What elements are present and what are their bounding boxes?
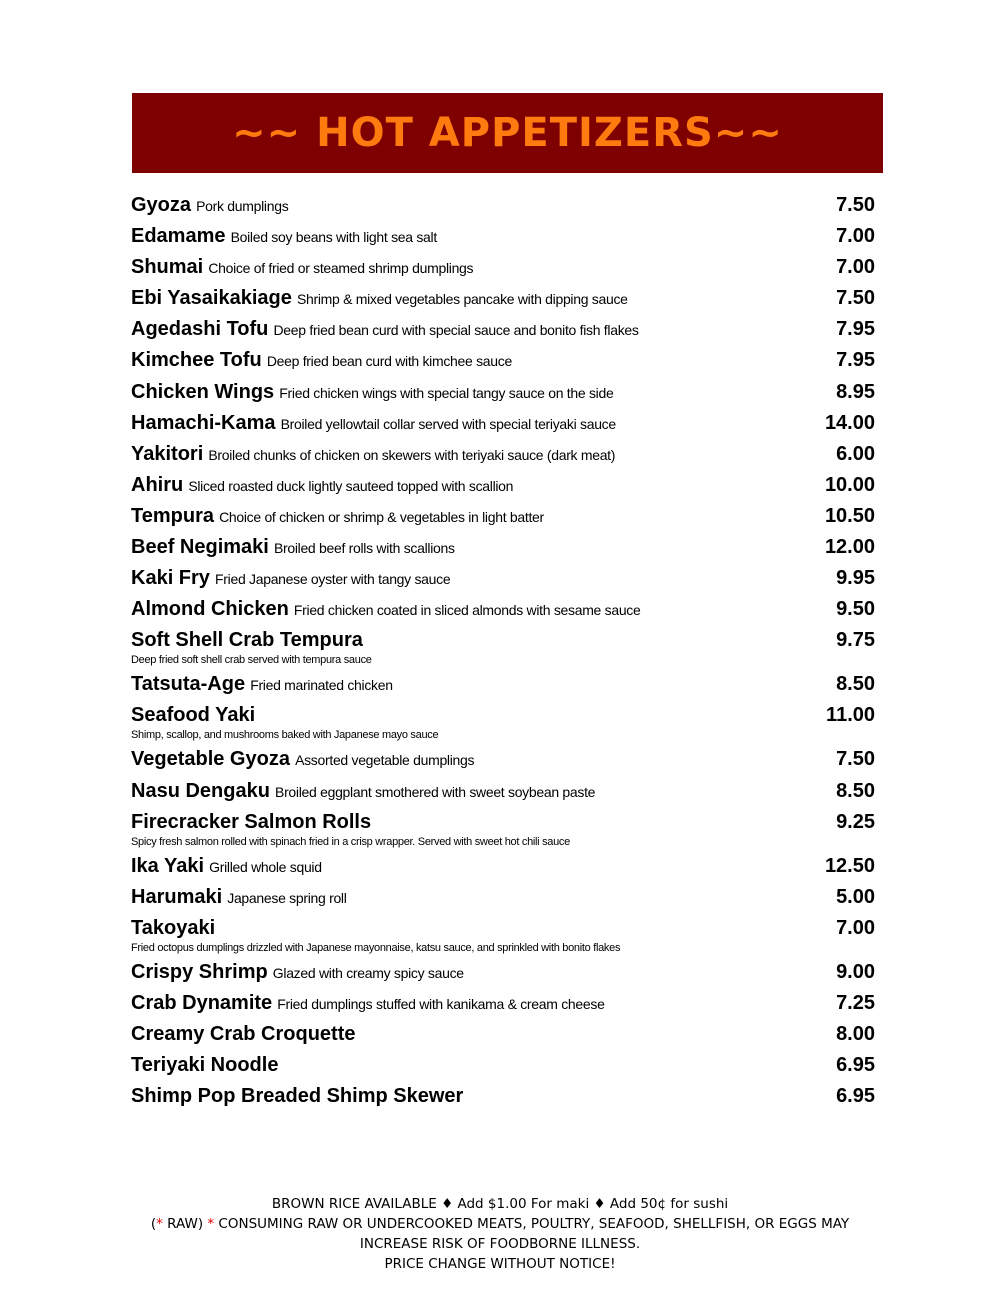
- item-description: Sliced roasted duck lightly sauteed topped with scallion: [188, 477, 514, 494]
- menu-item: [131, 1022, 875, 1053]
- item-name: Crab Dynamite: [131, 991, 273, 1014]
- menu-item: [131, 960, 875, 991]
- item-name: Nasu Dengaku: [131, 779, 270, 802]
- item-description: Fried marinated chicken: [250, 677, 393, 694]
- item-description: Deep fried soft shell crab served with tempura sauce: [131, 654, 372, 667]
- menu-item: [131, 628, 875, 672]
- item-description: Pork dumplings: [196, 198, 289, 214]
- menu-item: [131, 916, 875, 960]
- menu-item-line: [131, 780, 785, 803]
- item-name: Tempura: [131, 504, 214, 527]
- menu-item: [131, 317, 875, 348]
- item-name: Ebi Yasaikakiage: [131, 287, 292, 310]
- menu-item: [131, 535, 875, 566]
- item-price: 9.00: [836, 960, 875, 983]
- menu-item: [131, 779, 875, 810]
- raw-open: (: [150, 1216, 157, 1232]
- item-name: Shumai: [131, 256, 204, 279]
- raw-star-1: *: [156, 1216, 163, 1232]
- menu-item-line: [131, 443, 785, 466]
- item-name: Teriyaki Noodle: [131, 1054, 279, 1077]
- menu-item: [131, 810, 875, 854]
- item-price: 8.95: [836, 380, 875, 403]
- item-description: Broiled beef rolls with scallions: [273, 540, 455, 557]
- section-banner: [132, 93, 883, 173]
- menu-item-line: [131, 1085, 785, 1108]
- item-name: Almond Chicken: [131, 598, 289, 621]
- menu-item-line: [131, 287, 785, 310]
- menu-item: [131, 442, 875, 473]
- menu-item: [131, 703, 875, 747]
- footer-raw-warning: [0, 1214, 1000, 1234]
- menu-item-line: [131, 256, 785, 279]
- menu-item: [131, 1053, 875, 1084]
- menu-item: [131, 1084, 875, 1115]
- item-name: Shimp Pop Breaded Shimp Skewer: [131, 1085, 464, 1108]
- item-name: Harumaki: [131, 885, 223, 908]
- menu-item: [131, 672, 875, 703]
- item-price: 9.25: [836, 810, 875, 833]
- menu-item: [131, 854, 875, 885]
- item-name: Yakitori: [131, 442, 204, 465]
- menu-item-line: [131, 505, 785, 528]
- item-price: 11.00: [826, 704, 875, 727]
- menu-item: [131, 747, 875, 778]
- item-name: Firecracker Salmon Rolls: [131, 810, 372, 833]
- item-price: 5.00: [836, 885, 875, 908]
- item-price: 7.50: [836, 287, 875, 310]
- raw-star-2: *: [207, 1216, 215, 1232]
- item-name: Takoyaki: [131, 916, 216, 939]
- item-description: Broiled chunks of chicken on skewers with teriyaki sauce (dark meat): [208, 446, 616, 463]
- item-name: Kimchee Tofu: [131, 349, 262, 372]
- item-name: Hamachi-Kama: [131, 411, 276, 434]
- item-price: 6.00: [836, 442, 875, 465]
- menu-item-line: [131, 886, 785, 909]
- item-price: 7.50: [836, 194, 875, 216]
- footer-foodborne: INCREASE RISK OF FOODBORNE ILLNESS.: [359, 1236, 641, 1252]
- item-description: Spicy fresh salmon rolled with spinach fried in a crisp wrapper. Served with sweet hot chili sauce: [131, 835, 570, 848]
- item-name: Kaki Fry: [131, 567, 210, 590]
- item-price: 7.25: [836, 991, 875, 1014]
- menu-item: [131, 473, 875, 504]
- item-price: 8.00: [836, 1022, 875, 1045]
- item-name: Gyoza: [131, 194, 192, 216]
- menu-item-line: [131, 598, 785, 621]
- menu-item-line: [131, 1023, 785, 1046]
- item-price: 7.00: [836, 256, 875, 279]
- item-description: Boiled soy beans with light sea salt: [230, 229, 437, 246]
- menu-item-line: [131, 673, 785, 696]
- item-price: 7.50: [836, 748, 875, 771]
- menu-item-line: [131, 917, 785, 940]
- menu-item: [131, 411, 875, 442]
- menu-item: [131, 348, 875, 379]
- item-name: Creamy Crab Croquette: [131, 1022, 356, 1045]
- item-description: Glazed with creamy spicy sauce: [272, 964, 464, 981]
- menu-item: [131, 597, 875, 628]
- item-price: 6.95: [836, 1085, 875, 1108]
- item-price: 10.00: [824, 473, 875, 496]
- menu-item-line: [131, 1054, 785, 1077]
- item-name: Ika Yaki: [131, 854, 205, 877]
- item-price: 7.00: [836, 916, 875, 939]
- menu-item: [131, 255, 875, 286]
- item-name: Chicken Wings: [131, 380, 275, 403]
- item-price: 7.00: [836, 225, 875, 248]
- item-price: 9.95: [836, 567, 875, 590]
- item-price: 6.95: [836, 1054, 875, 1077]
- menu-item-line: [131, 349, 785, 372]
- item-name: Tatsuta-Age: [131, 673, 246, 696]
- item-price: 7.95: [836, 349, 875, 372]
- item-price: 8.50: [836, 779, 875, 802]
- menu-item-line: [131, 567, 785, 590]
- item-description: Broiled yellowtail collar served with special teriyaki sauce: [280, 415, 616, 432]
- item-price: 7.95: [836, 318, 875, 341]
- raw-warning-text: CONSUMING RAW OR UNDERCOOKED MEATS, POULTRY, SEAFOOD, SHELLFISH, OR EGGS MAY: [214, 1216, 850, 1232]
- item-description: Broiled eggplant smothered with sweet soybean paste: [275, 783, 596, 800]
- item-description: Fried Japanese oyster with tangy sauce: [215, 571, 451, 588]
- menu-item-line: [131, 412, 785, 435]
- menu-item-line: [131, 992, 785, 1015]
- item-price: 14.00: [824, 411, 875, 434]
- item-description: Shimp, scallop, and mushrooms baked with Japanese mayo sauce: [131, 729, 439, 742]
- menu-item-line: [131, 855, 785, 878]
- menu-item-line: [131, 811, 785, 834]
- menu-item: [131, 286, 875, 317]
- item-name: Seafood Yaki: [131, 704, 256, 727]
- item-description: Choice of fried or steamed shrimp dumplings: [208, 260, 474, 277]
- item-description: Fried dumplings stuffed with kanikama & cream cheese: [277, 995, 605, 1012]
- item-name: Vegetable Gyoza: [131, 748, 290, 771]
- item-name: Agedashi Tofu: [131, 318, 269, 341]
- item-description: Grilled whole squid: [209, 858, 322, 875]
- section-title: ~~ HOT APPETIZERS~~: [232, 110, 783, 156]
- item-name: Edamame: [131, 225, 226, 248]
- menu-item-line: [131, 194, 785, 217]
- item-description: Fried chicken wings with special tangy sauce on the side: [279, 384, 614, 401]
- item-name: Crispy Shrimp: [131, 960, 268, 983]
- item-price: 9.75: [836, 629, 875, 652]
- item-description: Choice of chicken or shrimp & vegetables in light batter: [219, 508, 544, 525]
- item-name: Beef Negimaki: [131, 536, 269, 559]
- footer-price-change: PRICE CHANGE WITHOUT NOTICE!: [384, 1256, 616, 1272]
- menu-item-line: [131, 381, 785, 404]
- menu-item-line: [131, 748, 785, 771]
- raw-label: RAW): [162, 1216, 208, 1232]
- menu-item-line: [131, 961, 785, 984]
- menu-list: [131, 193, 875, 1115]
- item-description: Deep fried bean curd with kimchee sauce: [266, 353, 512, 370]
- menu-item-line: [131, 536, 785, 559]
- menu-item: [131, 885, 875, 916]
- menu-item-line: [131, 225, 785, 248]
- item-description: Japanese spring roll: [227, 889, 347, 906]
- item-description: Assorted vegetable dumplings: [295, 752, 475, 769]
- menu-item-line: [131, 318, 785, 341]
- item-name: Soft Shell Crab Tempura: [131, 629, 363, 652]
- menu-item: [131, 566, 875, 597]
- item-price: 8.50: [836, 673, 875, 696]
- item-price: 10.50: [824, 504, 875, 527]
- item-description: Deep fried bean curd with special sauce and bonito fish flakes: [273, 322, 639, 339]
- item-price: 12.50: [824, 854, 875, 877]
- item-price: 12.00: [824, 536, 875, 559]
- menu-item: [131, 224, 875, 255]
- menu-item-line: [131, 704, 785, 727]
- item-description: Fried octopus dumplings drizzled with Japanese mayonnaise, katsu sauce, and sprinkled with bonito flakes: [131, 941, 621, 954]
- item-name: Ahiru: [131, 473, 184, 496]
- footer-brown-rice: BROWN RICE AVAILABLE ♦ Add $1.00 For maki ♦ Add 50¢ for sushi: [271, 1196, 729, 1212]
- item-price: 9.50: [836, 598, 875, 621]
- item-description: Fried chicken coated in sliced almonds with sesame sauce: [293, 602, 641, 619]
- menu-item: [131, 991, 875, 1022]
- menu-item: [131, 193, 875, 224]
- item-description: Shrimp & mixed vegetables pancake with dipping sauce: [296, 291, 628, 308]
- footer-notes: [0, 1194, 1000, 1274]
- menu-item: [131, 380, 875, 411]
- menu-item-line: [131, 629, 785, 652]
- menu-item-line: [131, 474, 785, 497]
- menu-item: [131, 504, 875, 535]
